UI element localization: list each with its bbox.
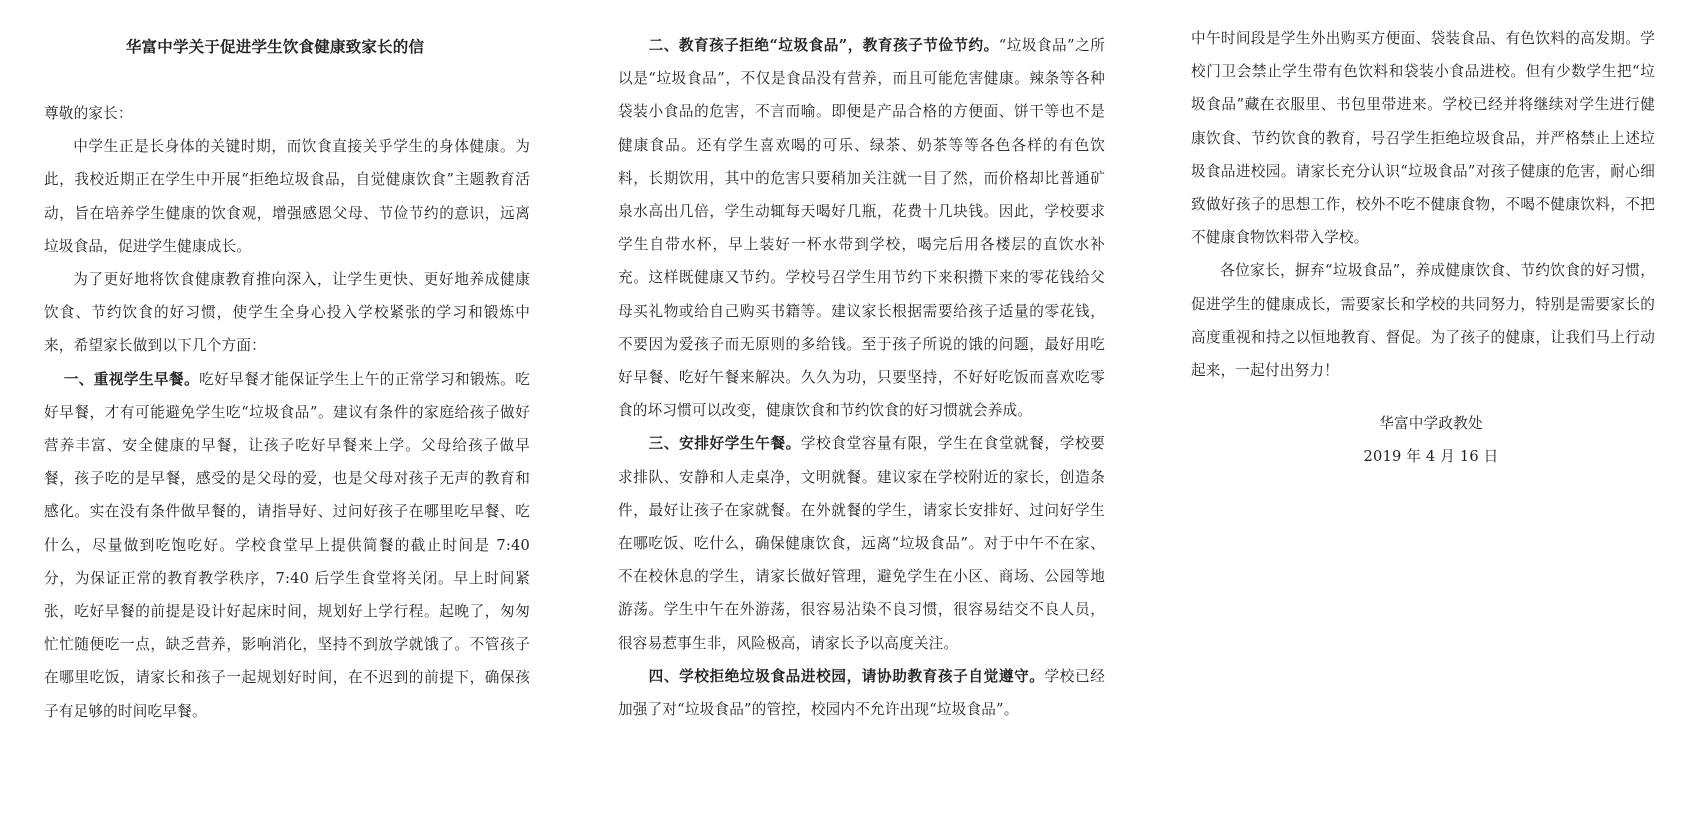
column-1 xyxy=(44,30,530,728)
section-4-body-a: 学校已经加强了对“垃圾食品”的管控，校园内不允许出现“垃圾食品”。 xyxy=(618,667,1106,719)
section-4-body-continued: 中午时间段是学生外出购买方便面、袋装食品、有色饮料的高发期。学校门卫会禁止学生带有色饮料和袋装小食品进校。但有少数学生把“垃圾食品”藏在衣服里、书包里带进来。学校已经并将继续对学生进行健康饮食、节约饮食的教育，号召学生拒绝垃圾食品，并严格禁止上述垃圾食品进校园。请家长充分认识“垃圾食品”对孩子健康的危害，耐心细致做好孩子的思想工作，校外不吃不健康食物，不喝不健康饮料，不把不健康食物饮料带入学校。 xyxy=(1191,30,1655,247)
section-4-heading: 四、学校拒绝垃圾食品进校园，请协助教育孩子自觉遵守。 xyxy=(648,667,1045,685)
section-4-paragraph xyxy=(618,660,1105,726)
section-1-body: 吃好早餐才能保证学生上午的正常学习和锻炼。吃好早餐，才有可能避免学生吃“垃圾食品”。建议有条件的家庭给孩子做好营养丰富、安全健康的早餐，让孩子吃好早餐来上学。父母给孩子做早餐，孩子吃的是早餐，感受的是父母的爱，也是父母对孩子无声的教育和感化。实在没有条件做早餐的，请指导好、过问好孩子在哪里吃早餐、吃什么，尽量做到吃饱吃好。学校食堂早上提供简餐的截止时间是 7:40 分，为保证正常的教育教学秩序，7:40 后学生食堂将关闭。早上时间紧张，吃好早餐的前提是设计好起床时间，规划好上学行程。起晚了，匆匆忙忙随便吃一点，缺乏营养，影响消化，坚持不到放学就饿了。不管孩子在哪里吃饭，请家长和孩子一起规划好时间，在不迟到的前提下，确保孩子有足够的时间吃早餐。 xyxy=(44,370,530,720)
section-3-paragraph xyxy=(618,427,1105,659)
section-2-paragraph xyxy=(618,29,1105,427)
section-3-heading: 三、安排好学生午餐。 xyxy=(648,435,801,453)
section-2-body: “垃圾食品”之所以是“垃圾食品”，不仅是食品没有营养，而且可能危害健康。辣条等各种袋装小食品的危害，不言而喻。即便是产品合格的方便面、饼干等也不是健康食品。还有学生喜欢喝的可乐、绿茶、奶茶等等各色各样的有色饮料，长期饮用，其中的危害只要稍加关注就一目了然，而价格却比普通矿泉水高出几倍，学生动辄每天喝好几瓶，花费十几块钱。因此，学校要求学生自带水杯，早上装好一杯水带到学校，喝完后用各楼层的直饮水补充。这样既健康又节约。学校号召学生用节约下来积攒下来的零花钱给父母买礼物或给自己购买书籍等。建议家长根据需要给孩子适量的零花钱，不要因为爱孩子而无原则的多给钱。至于孩子所说的饿的问题，最好用吃好早餐、吃好午餐来解决。久久为功，只要坚持，不好好吃饭而喜欢吃零食的坏习惯可以改变，健康饮食和节约饮食的好习惯就会养成。 xyxy=(618,37,1106,420)
signature-gap xyxy=(1191,387,1655,407)
closing-paragraph: 各位家长，摒弃“垃圾食品”，养成健康饮食、节约饮食的好习惯，促进学生的健康成长，需要家长和学校的共同努力，特别是需要家长的高度重视和持之以恒地教育、督促。为了孩子的健康，让我们马上行动起来，一起付出努力！ xyxy=(1191,262,1655,380)
section-2-heading: 二、教育孩子拒绝“垃圾食品”，教育孩子节俭节约。 xyxy=(648,37,999,54)
section-3-body: 学校食堂容量有限，学生在食堂就餐，学校要求排队、安静和人走桌净，文明就餐。建议家在学校附近的家长，创造条件，最好让孩子在家就餐。在外就餐的学生，请家长安排好、过问好学生在哪吃饭、吃什么，确保健康饮食，远离“垃圾食品”。对于中午不在家、不在校休息的学生，请家长做好管理，避免学生在小区、商场、公园等地游荡。学生中午在外游荡，很容易沾染不良习惯，很容易结交不良人员，很容易惹事生非，风险极高，请家长予以高度关注。 xyxy=(618,435,1105,652)
salutation: 尊敬的家长： xyxy=(44,105,133,122)
column-2 xyxy=(618,30,1105,726)
column-3 xyxy=(1191,22,1655,474)
section-1-paragraph xyxy=(44,363,530,728)
intro-paragraph-2: 为了更好地将饮食健康教育推向深入，让学生更快、更好地养成健康饮食、节约饮食的好习惯，使学生全身心投入学校紧张的学习和锻炼中来，希望家长做到以下几个方面： xyxy=(44,271,530,355)
intro-paragraph-1: 中学生正是长身体的关键时期，而饮食直接关乎学生的身体健康。为此，我校近期正在学生中开展“拒绝垃圾食品，自觉健康饮食”主题教育活动，旨在培养学生健康的饮食观，增强感恩父母、节俭节约的意识，远离垃圾食品，促进学生健康成长。 xyxy=(44,138,530,255)
signature-date: 2019 年 4 月 16 日 xyxy=(1363,448,1499,466)
title-spacer xyxy=(44,63,530,97)
section-1-heading: 一、重视学生早餐。 xyxy=(63,370,200,388)
letter-title: 华富中学关于促进学生饮食健康致家长的信 xyxy=(125,37,425,56)
signature: 华富中学政教处 xyxy=(1379,415,1483,433)
